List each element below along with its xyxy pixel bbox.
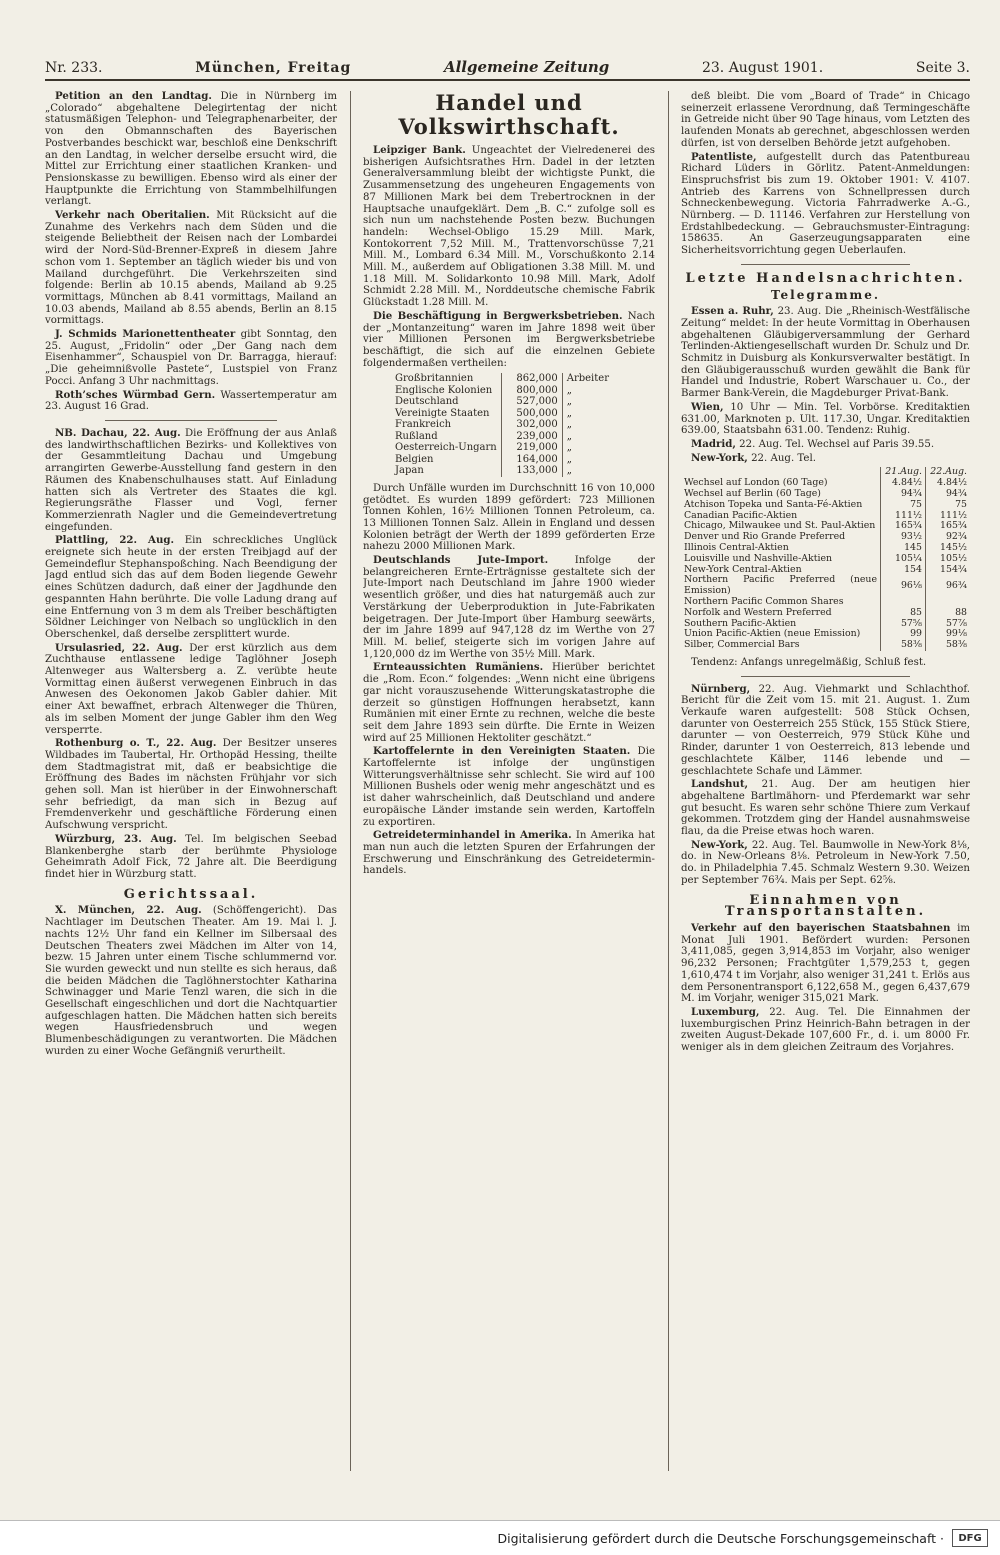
newspaper-page xyxy=(45,55,970,1495)
table-row: Deutschland 527,000 „ xyxy=(391,396,613,408)
article: Ernteaussichten Rumäniens. Hierüber berichtet die „Rom. Econ.“ folgendes: „Wenn nicht eine übrigens gar nicht vorauszusehende Witterungskatastrophe die derzeit so günstigen Hoffnungen herabsetzt, kann Rumänien mit einer Ernte zu rechnen, welche die beste seit dem Jahre 1893 sein dürfte. Die Ernte in Weizen wird auf 25 Millionen Hektoliter geschätzt.“ xyxy=(363,661,655,744)
sub-heading: Telegramme. xyxy=(770,287,881,302)
market-note: Tendenz: Anfangs unregelmäßig, Schluß fest. xyxy=(691,656,927,668)
issue-number: Nr. 233. xyxy=(45,60,103,76)
table-row: Vereinigte Staaten 500,000 „ xyxy=(391,408,613,420)
column-rule xyxy=(668,91,669,1471)
table-row: Atchison Topeka und Santa-Fé-Aktien 75 75 xyxy=(681,500,970,511)
article: Getreideterminhandel in Amerika. In Amerika hat man nun auch die letzten Spuren der Erfahrungen der Erschwerung und Einschränkung des Getreideterminhandels. xyxy=(363,829,655,877)
section-heading: Einnahmen von Transportanstalten. xyxy=(724,892,927,920)
column-2 xyxy=(363,91,655,1491)
article: Kartoffelernte in den Vereinigten Staaten. Die Kartoffelernte ist infolge der ungünstigen Witterungsverhältnisse sehr schlecht. Sie wird auf 100 Millionen Bushels oder wenig mehr angeschätzt und es ist daher wahrscheinlich, daß Deutschland und andere europäische Länder imstande sein werden, Kartoffeln zu exportiren. xyxy=(363,745,655,828)
table-row: Rußland 239,000 „ xyxy=(391,431,613,443)
column-3 xyxy=(681,91,970,1491)
article: Ursulasried, 22. Aug. Der erst kürzlich aus dem Zuchthause entlassene ledige Taglöhner Joseph Altenweger aus Waltersberg a. Z. verübte heute Vormittag einen äußerst verwegenen Einbruch in das Anwesen des Oekonomen Jakob Gabler dahier. Mit einer Axt bewaffnet, erbrach Altenweger die Thüren, als im selben Moment der junge Gabler ihm den Weg versperrte. xyxy=(45,641,337,736)
article: New-York, 22. Aug. Tel. xyxy=(691,451,816,464)
footer-credit: Digitalisierung gefördert durch die Deutsche Forschungsgemeinschaft · xyxy=(497,1530,944,1546)
article: Roth’sches Würmbad Gern. Wassertemperatur am 23. August 16 Grad. xyxy=(45,388,337,413)
dfg-logo: DFG xyxy=(952,1529,988,1547)
paper-title: Allgemeine Zeitung xyxy=(443,58,610,76)
col1-notices xyxy=(45,91,337,413)
col1-local-news xyxy=(45,428,337,881)
article: Würzburg, 23. Aug. Tel. Im belgischen Seebad Blankenberghe starb der berühmte Physiologe Geheimrath Adolf Fick, 72 Jahre alt. Die Beerdigung findet hier in Würzburg statt. xyxy=(45,832,337,880)
table-row: Louisville und Nashville-Aktien 105¼ 105½ xyxy=(681,554,970,565)
article: Verkehr auf den bayerischen Staatsbahnen im Monat Juli 1901. Befördert wurden: Personen 3,411,085, gegen 3,914,853 im Vorjahr, also weniger 96,232 Personen; Frachtgüter 1,579,253 t, gegen 1,610,474 t im Vorjahr, also weniger 31,241 t. Erlös aus dem Personentransport 6,122,658 M., gegen 6,437,679 M. im Vorjahr, weniger 315,021 Mark. xyxy=(681,922,970,1005)
masthead xyxy=(45,55,970,81)
table-row: Southern Pacific-Aktien 57⅝ 57⅞ xyxy=(681,619,970,630)
article: Landshut, 21. Aug. Der am heutigen hier abgehaltene Bartlmähorn- und Pferdemarkt war sehr gut besucht. Es waren sehr schöne Thiere zum Verkauf gekommen. Trotzdem ging der Handel ausnahmsweise flau, da die Preise etwas hoch waren. xyxy=(681,778,970,838)
table-row: Union Pacific-Aktien (neue Emission) 99 99⅛ xyxy=(681,629,970,640)
article: New-York, 22. Aug. Tel. Baumwolle in New-York 8⅛, do. in New-Orleans 8⅛. Petroleum in New-York 7.50, do. in Philadelphia 7.45. Schmalz Western 9.30. Weizen per September 76¾. Mais per Sept. 62⅝. xyxy=(681,838,970,886)
article: Essen a. Ruhr, 23. Aug. Die „Rheinisch-Westfälische Zeitung“ meldet: In der heute Vormittag in Oberhausen abgehaltenen Gläubigerversammlung der Gerhard Terlinden-Aktiengesellschaft wurden Dr. Schulz und Dr. Schmitz in Duisburg als Konkursverwalter bestätigt. In den Gläubigerausschuß wurden gewählt die Bank für Handel und Industrie, Robert Warschauer u. Co., der Barmer Bank-Verein, die Magdeburger Privat-Bank. xyxy=(681,305,970,400)
article: Durch Unfälle wurden im Durchschnitt 16 von 10,000 getödtet. Es wurden 1899 gefördert: 723 Millionen Tonnen Kohlen, 16½ Millionen Tonnen Petroleum, ca. 13 Millionen Tonnen Salz. Allein in England und dessen Kolonien beträgt der Werth der 1899 geförderten Erze nahezu 2000 Millionen Mark. xyxy=(363,482,655,553)
table-row: Chicago, Milwaukee und St. Paul-Aktien 165¾ 165¾ xyxy=(681,521,970,532)
issue-date: 23. August 1901. xyxy=(701,60,824,76)
column-rule xyxy=(350,91,351,1471)
article: Petition an den Landtag. Die in Nürnberg im „Colorado“ abgehaltene Delegirtentag der nicht statusmäßigen Telephon- und Telegraphenarbeiter, der von den Obmannschaften des Bayerischen Postverbandes beschickt war, beschloß eine Denkschrift an den Landtag, in welcher derselbe ersucht wird, die Mittel zur Errichtung einer staatlichen Kranken- und Pensionskasse zu bewilligen. Ebenso wird als einer der Hauptpunkte die Errichtung von Stammbelhilfungen verlangt. xyxy=(45,91,337,208)
separator xyxy=(105,420,277,421)
stock-table xyxy=(681,467,970,651)
article: X. München, 22. Aug. (Schöffengericht). Das Nachtlager im Deutschen Theater. Am 19. Mai l. J. nachts 12½ Uhr fand ein Kellner im Silbersaal des Deutschen Theaters zwei Mädchen im Alter von 14, bezw. 15 Jahren unter einem Tische schlummernd vor. Sie wurden geweckt und nun stellte es sich heraus, daß die beiden Mädchen die Taglöhnerstochter Katharina Schwinagger und Marie Tenzl waren, die sich in die Gesellschaft eingeschlichen und dort die Nachtquartier aufgeschlagen hatten. Die Mädchen hatten sich bereits wegen Hausfriedensbruch und wegen Blumenbeschädigungen zu verantworten. Die Mädchen wurden zu einer Woche Gefängniß verurtheilt. xyxy=(45,904,337,1057)
table-row: Wechsel auf London (60 Tage) 4.84½ 4.84½ xyxy=(681,478,970,489)
section-heading: Letzte Handelsnachrichten. xyxy=(685,270,966,286)
table-row: Norfolk and Western Preferred 85 88 xyxy=(681,608,970,619)
separator xyxy=(741,676,910,677)
table-row: Englische Kolonien 800,000 „ xyxy=(391,385,613,397)
digitization-footer xyxy=(0,1520,1000,1555)
table-row: Großbritannien 862,000 Arbeiter xyxy=(391,373,613,385)
table-row: Denver und Rio Grande Preferred 93½ 92¾ xyxy=(681,532,970,543)
table-row: New-York Central-Aktien 154 154¾ xyxy=(681,565,970,576)
article: Rothenburg o. T., 22. Aug. Der Besitzer unseres Wildbades im Taubertal, Hr. Orthopäd Hessing, theilte dem Stadtmagistrat mit, daß er beabsichtige die Eröffnung des Bades im nächsten Frühjahr vor sich gehen soll. Man ist hierüber in der Einwohnerschaft sehr befriedigt, da man sich in Bezug auf Fremdenverkehr und geschäftliche Förderung einen Aufschwung verspricht. xyxy=(45,737,337,832)
table-row: Belgien 164,000 „ xyxy=(391,454,613,466)
table-row: Northern Pacific Preferred (neue Emission) 96⅛ 96¾ xyxy=(681,575,970,597)
article: Deutschlands Jute-Import. Infolge der belangreicheren Ernte-Erträgnisse gestaltete sich der Jute-Import nach Deutschland im Jahre 1900 wieder wesentlich größer, und dies hat naturgemäß auch zur Verstärkung der Ueberproduktion in Jute-Fabrikaten beigetragen. Der Jute-Import über Hamburg seewärts, der im Jahre 1899 auf 947,128 dz im Werthe von 27 Mill. M. belief, steigerte sich im vorigen Jahre auf 1,120,000 dz im Werthe von 35½ Mill. Mark. xyxy=(363,554,655,660)
table-row: Silber, Commercial Bars 58⅜ 58⅜ xyxy=(681,640,970,651)
article: Leipziger Bank. Ungeachtet der Vielredenerei des bisherigen Aufsichtsrathes Hrn. Dadel in der letzten Generalversammlung bleibt der wichtigste Punkt, die Zusammensetzung des ungeheuren Engagements von 87 Millionen Mark bei dem Trebertrocknen in der Hauptsache unaufgeklärt. Dem „B. C.“ zufolge soll es sich nun um nachstehende Posten bezw. Buchungen handeln: Wechsel-Obligo 15.29 Mill. Mark, Kontokorrent 7,52 Mill. M., Trattenvorschüsse 7,21 Mill. M., Lombard 6.34 Mill. M., Vorschußkonto 2.14 Mill. M., außerdem auf Obligationen 3.38 Mill. M. und 1.18 Mill. M. Solidarkonto 10.98 Mill. Mark, Adolf Schmidt 2.28 Mill. M., Norddeutsche chemische Fabrik Glückstadt 1.28 Mill. M. xyxy=(363,144,655,309)
column-1 xyxy=(45,91,337,1491)
place-date: München, Freitag xyxy=(195,60,352,76)
table-row: Canadian Pacific-Aktien 111½ 111½ xyxy=(681,511,970,522)
table-row: Wechsel auf Berlin (60 Tage) 94¾ 94¾ xyxy=(681,489,970,500)
table-header-row: 21.Aug. 22.Aug. xyxy=(681,467,970,478)
section-heading: Handel und Volkswirthschaft. xyxy=(398,91,620,139)
article: Luxemburg, 22. Aug. Tel. Die Einnahmen der luxemburgischen Prinz Heinrich-Bahn betragen in der zweiten August-Dekade 107,600 Fr., d. i. um 8000 Fr. weniger als in dem gleichen Zeitraum des Vorjahres. xyxy=(681,1005,970,1054)
article: Plattling, 22. Aug. Ein schreckliches Unglück ereignete sich heute in der ersten Treibjagd auf der Gemeindeflur Stephanspoßching. Nach Beendigung der Jagd entlud sich das auf dem Boden liegende Gewehr eines Schützen dadurch, daß einer der Jagdhunde den gespannten Hahn berührte. Die volle Ladung drang auf eine Entfernung von 3 m dem als Treiber beschäftigten Söldner Leichinger von Nelbach so unglücklich in den Oberschenkel, daß derselbe zersplittert wurde. xyxy=(45,534,337,640)
article: deß bleibt. Die vom „Board of Trade“ in Chicago seinerzeit erlassene Verordnung, daß Termingeschäfte in Getreide nicht über 90 Tage hinaus, vom Letzten des laufenden Monats ab gerechnet, abgeschlossen werden dürfen, ist von derselben Behörde jetzt aufgehoben. xyxy=(681,91,970,149)
article: Die Beschäftigung in Bergwerksbetrieben. Nach der „Montanzeitung“ waren im Jahre 1898 weit über vier Millionen Personen im Bergwerksbetriebe beschäftigt, die sich auf die einzelnen Gebiete folgendermaßen vertheilen: xyxy=(363,309,655,369)
table-row: Illinois Central-Aktien 145 145½ xyxy=(681,543,970,554)
table-row: Frankreich 302,000 „ xyxy=(391,419,613,431)
article: J. Schmids Marionettentheater gibt Sonntag, den 25. August, „Fridolin“ oder „Der Gang nach dem Eisenhammer“, Schauspiel von Dr. Barragga, hierauf: „Die geheimnißvolle Pastete“, Lustspiel von Franz Pocci. Anfang 3 Uhr nachmittags. xyxy=(45,328,337,387)
mining-table xyxy=(391,373,613,477)
article: Wien, 10 Uhr — Min. Tel. Vorbörse. Kreditaktien 631.00, Marknoten p. Ult. 117.30, Ungar. Kreditaktien 639.00, Staatsbahn 631.00. Tendenz: Ruhig. xyxy=(681,400,970,437)
table-row: Oesterreich-Ungarn 219,000 „ xyxy=(391,442,613,454)
article: Patentliste, aufgestellt durch das Patentbureau Richard Lüders in Görlitz. Patent-Anmeldungen: Einspruchsfrist bis zum 19. Oktober 1901: V. 4107. Antrieb des Karrens von Schnellpressen durch Schneckenbewegung. Victoria Fahrradwerke A.-G., Nürnberg. — D. 11146. Verfahren zur Herstellung von Erdstahlbedeckung. — Gebrauchsmuster-Eintragung: 158635. An Gaserzeugungsapparaten eine Sicherheitsvorrichtung gegen Ueberlaufen. xyxy=(681,150,970,257)
article: Nürnberg, 22. Aug. Viehmarkt und Schlachthof. Bericht für die Zeit vom 15. mit 21. August. 1. Zum Verkaufe waren aufgestellt: 508 Stück Ochsen, darunter von Oesterreich 255 Stück, 155 Stück Stiere, darunter — von Oesterreich, 979 Stück Kühe und Rinder, darunter 1 von Oesterreich, 813 lebende und geschlachtete Kälber, 1146 lebende und — geschlachtete Schafe und Lämmer. xyxy=(681,682,970,777)
separator xyxy=(741,264,910,265)
section-heading: Gerichtssaal. xyxy=(123,886,259,902)
article: NB. Dachau, 22. Aug. Die Eröffnung der aus Anlaß des landwirthschaftlichen Bezirks- und Kollektives von der Gesammtleitung Dachau und Umgebung arrangirten Gewerbe-Ausstellung fand gestern in den Räumen des Knabenschulhauses statt. Auf Einladung hatten sich als Vertreter des Staates die kgl. Regierungsräthe Flasser und Vogl, ferner Kommerzienrath Nagler und die Gemeindevertretung eingefunden. xyxy=(45,426,337,533)
table-row: Japan 133,000 „ xyxy=(391,465,613,477)
page-number: Seite 3. xyxy=(915,60,970,76)
article: Verkehr nach Oberitalien. Mit Rücksicht auf die Zunahme des Verkehrs nach dem Süden und die steigende Beliebtheit der Reisen nach der Lombardei wird der Nord-Süd-Brenner-Expreß in diesem Jahre schon vom 1. September an täglich wieder bis und von Mailand durchgeführt. Die Verkehrszeiten sind folgende: Berlin ab 10.15 abends, Mailand ab 9.25 vormittags, München ab 8.41 vormittags, Mailand an 10.03 abends, Mailand ab 8.55 abends, Berlin an 8.15 vormittags. xyxy=(45,209,337,327)
article: Madrid, 22. Aug. Tel. Wechsel auf Paris 39.55. xyxy=(691,437,935,450)
table-row: Northern Pacific Common Shares xyxy=(681,597,970,608)
